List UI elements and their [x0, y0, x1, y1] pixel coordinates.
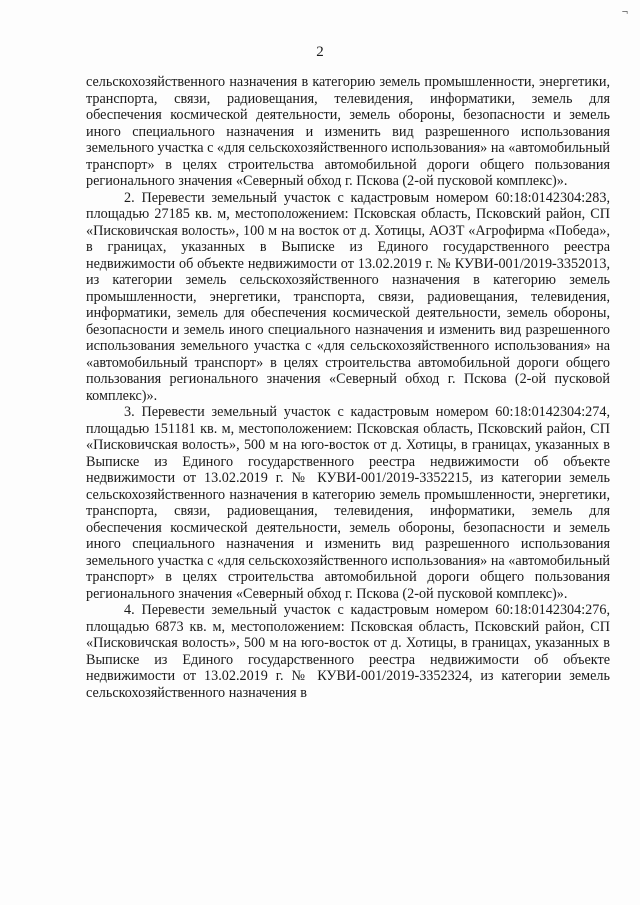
paragraph-continuation: сельскохозяйственного назначения в категорию земель промышленности, энергетики, транспорта, связи, радиовещания, телевидения, информатики, земель для обеспечения космической деятельности, земель обороны, безопасности и земель иного специального назначения и изменить вид разрешенного использования земельного участка с «для сельскохозяйственного использования» на «автомобильный транспорт» в целях строительства автомобильной дороги общего пользования регионального значения «Северный обход г. Пскова (2-ой пусковой комплекс)».: [86, 74, 610, 189]
document-body: [86, 74, 610, 701]
page-number: 2: [316, 44, 324, 60]
paragraph-item-3: 3. Перевести земельный участок с кадастровым номером 60:18:0142304:274, площадью 151181 кв. м, местоположением: Псковская область, Псковский район, СП «Писковичская волость», 500 м на юго-восток от д. Хотицы, в границах, указанных в Выписке из Единого государственного реестра недвижимости об объекте недвижимости от 13.02.2019 г. № КУВИ-001/2019-3352215, из категории земель сельскохозяйственного назначения в категорию земель промышленности, энергетики, транспорта, связи, радиовещания, телевидения, информатики, земель для обеспечения космической деятельности, земель обороны, безопасности и земель иного специального назначения и изменить вид разрешенного использования земельного участка с «для сельскохозяйственного использования» на «автомобильный транспорт» в целях строительства автомобильной дороги общего пользования регионального значения «Северный обход г. Пскова (2-ой пусковой комплекс)».: [86, 404, 610, 602]
paragraph-item-4: 4. Перевести земельный участок с кадастровым номером 60:18:0142304:276, площадью 6873 кв. м, местоположением: Псковская область, Псковский район, СП «Писковичская волость», 500 м на юго-восток от д. Хотицы, в границах, указанных в Выписке из Единого государственного реестра недвижимости об объекте недвижимости от 13.02.2019 г. № КУВИ-001/2019-3352324, из категории земель сельскохозяйственного назначения в: [86, 602, 610, 701]
paragraph-item-2: 2. Перевести земельный участок с кадастровым номером 60:18:0142304:283, площадью 27185 кв. м, местоположением: Псковская область, Псковский район, СП «Писковичская волость», 100 м на восток от д. Хотицы, АОЗТ «Агрофирма «Победа», в границах, указанных в Выписке из Единого государственного реестра недвижимости об объекте недвижимости от 13.02.2019 г. № КУВИ-001/2019-3352013, из категории земель сельскохозяйственного назначения в категорию земель промышленности, энергетики, транспорта, связи, радиовещания, телевидения, информатики, земель для обеспечения космической деятельности, земель обороны, безопасности и земель иного специального назначения и изменить вид разрешенного использования земельного участка с «для сельскохозяйственного использования» на «автомобильный транспорт» в целях строительства автомобильной дороги общего пользования регионального значения «Северный обход г. Пскова (2-ой пусковой комплекс)».: [86, 189, 610, 404]
corner-mark: ¬: [621, 6, 628, 18]
